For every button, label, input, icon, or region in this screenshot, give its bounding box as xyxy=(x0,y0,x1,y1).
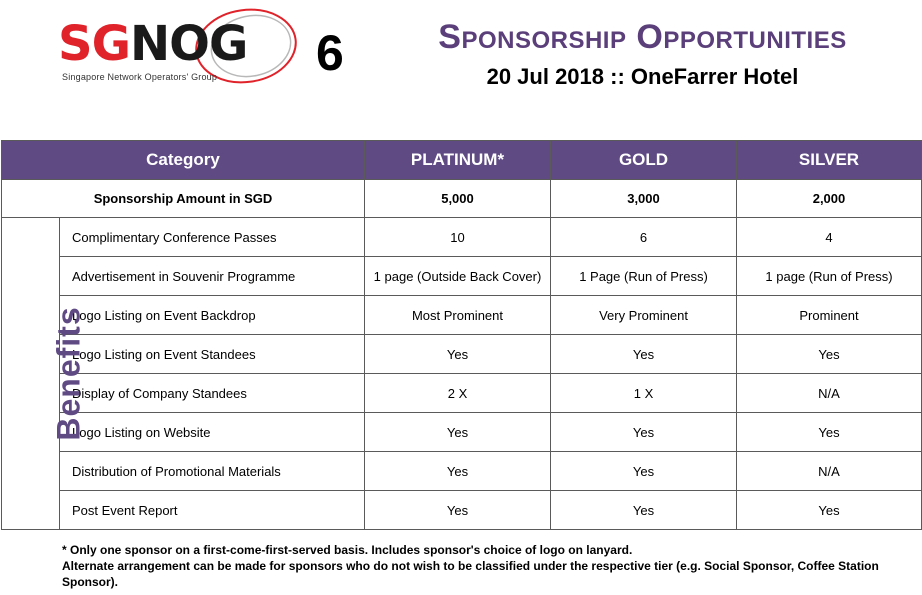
table-row xyxy=(2,218,922,257)
row-label: Complimentary Conference Passes xyxy=(60,218,365,257)
cell-platinum: Yes xyxy=(365,413,551,452)
footnote-2: Alternate arrangement can be made for sponsors who do not wish to be classified under the respective tier (e.g. Social Sponsor, Coffee Station Sponsor). xyxy=(62,559,879,589)
benefits-label-cell xyxy=(2,218,87,530)
cell-gold: 1 Page (Run of Press) xyxy=(551,257,737,296)
header-gold: GOLD xyxy=(551,141,737,180)
table-row xyxy=(2,335,922,374)
cell-silver: Prominent xyxy=(737,296,922,335)
logo-subline: Singapore Network Operators' Group xyxy=(62,72,218,82)
sgnog-logo xyxy=(56,6,356,86)
footnotes xyxy=(62,542,920,590)
table-row xyxy=(2,296,922,335)
row-label: Logo Listing on Event Backdrop xyxy=(60,296,365,335)
cell-silver: 1 page (Run of Press) xyxy=(737,257,922,296)
cell-platinum: Yes xyxy=(365,335,551,374)
cell-platinum: 10 xyxy=(365,218,551,257)
table-row xyxy=(2,491,922,530)
footnote-1: * Only one sponsor on a first-come-first-served basis. Includes sponsor's choice of logo on lanyard. xyxy=(62,543,633,557)
amount-gold: 3,000 xyxy=(551,180,737,218)
table-header-row xyxy=(2,141,922,180)
cell-gold: Yes xyxy=(551,335,737,374)
header-silver: SILVER xyxy=(737,141,922,180)
sponsorship-table xyxy=(1,140,922,530)
table-row xyxy=(2,374,922,413)
cell-silver: Yes xyxy=(737,335,922,374)
cell-gold: Yes xyxy=(551,413,737,452)
cell-platinum: 2 X xyxy=(365,374,551,413)
benefits-label: Benefits xyxy=(50,306,87,441)
cell-platinum: Yes xyxy=(365,491,551,530)
cell-silver: 4 xyxy=(737,218,922,257)
amount-row xyxy=(2,180,922,218)
logo-text-nog: NOG xyxy=(129,16,248,72)
table-row xyxy=(2,452,922,491)
cell-platinum: 1 page (Outside Back Cover) xyxy=(365,257,551,296)
table-row xyxy=(2,257,922,296)
row-label: Display of Company Standees xyxy=(60,374,365,413)
cell-gold: 6 xyxy=(551,218,737,257)
row-label: Logo Listing on Website xyxy=(60,413,365,452)
logo-wordmark xyxy=(58,16,248,72)
logo-text-sg: SG xyxy=(58,16,130,72)
logo-number: 6 xyxy=(316,25,344,81)
amount-platinum: 5,000 xyxy=(365,180,551,218)
cell-platinum: Most Prominent xyxy=(365,296,551,335)
row-label: Logo Listing on Event Standees xyxy=(60,335,365,374)
cell-gold: Yes xyxy=(551,452,737,491)
cell-platinum: Yes xyxy=(365,452,551,491)
cell-gold: Yes xyxy=(551,491,737,530)
page-title: Sponsorship Opportunities xyxy=(438,18,847,56)
row-label: Advertisement in Souvenir Programme xyxy=(60,257,365,296)
row-label: Distribution of Promotional Materials xyxy=(60,452,365,491)
row-label: Post Event Report xyxy=(60,491,365,530)
cell-silver: Yes xyxy=(737,491,922,530)
cell-silver: Yes xyxy=(737,413,922,452)
page-subtitle: 20 Jul 2018 :: OneFarrer Hotel xyxy=(486,64,799,89)
header-platinum: PLATINUM* xyxy=(365,141,551,180)
cell-silver: N/A xyxy=(737,374,922,413)
amount-label: Sponsorship Amount in SGD xyxy=(2,180,365,218)
cell-silver: N/A xyxy=(737,452,922,491)
table-row xyxy=(2,413,922,452)
header-category: Category xyxy=(2,141,365,180)
amount-silver: 2,000 xyxy=(737,180,922,218)
cell-gold: 1 X xyxy=(551,374,737,413)
cell-gold: Very Prominent xyxy=(551,296,737,335)
